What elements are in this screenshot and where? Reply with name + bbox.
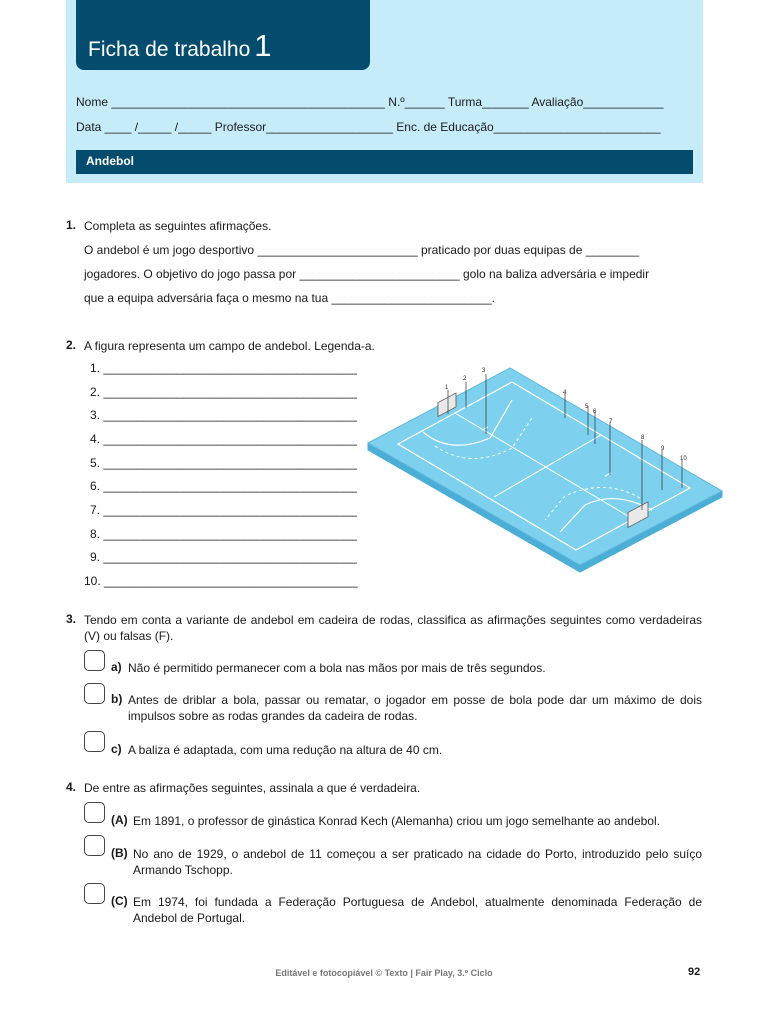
figure-label: 1 (445, 385, 449, 391)
option-label: (C) (111, 894, 128, 908)
legend-line[interactable]: 4. ______________________________________ (90, 432, 357, 446)
answer-checkbox[interactable] (84, 650, 105, 671)
q2-prompt: A figura representa um campo de andebol. Legenda-a. (84, 339, 375, 353)
q2-number: 2. (66, 338, 77, 352)
answer-checkbox[interactable] (84, 683, 105, 704)
figure-label: 6 (593, 409, 597, 415)
figure-label: 9 (661, 446, 665, 452)
option-label: (A) (111, 813, 128, 827)
figure-label: 4 (563, 390, 567, 396)
section-title: Andebol (76, 150, 693, 174)
figure-label: 5 (585, 404, 589, 410)
option-text: Em 1974, foi fundada a Federação Portuguesa de Andebol, atualmente denominada Federação de Andebol de Portugal. (133, 895, 702, 925)
form-row-name[interactable]: Nome _________________________________________ N.º______ Turma_______ Avaliação____________ (76, 95, 664, 109)
answer-checkbox[interactable] (84, 802, 105, 823)
legend-line[interactable]: 5. ______________________________________ (90, 456, 357, 470)
figure-label: 3 (482, 368, 486, 374)
worksheet-number: 1 (254, 28, 272, 63)
legend-line[interactable]: 7. ______________________________________ (90, 503, 357, 517)
option-text: No ano de 1929, o andebol de 11 começou a ser praticado na cidade do Porto, introduzido pelo suíço Armando Tschopp. (133, 847, 702, 877)
option-label: b) (111, 692, 123, 706)
option-text: Não é permitido permanecer com a bola nas mãos por mais de três segundos. (128, 661, 546, 675)
option-label: (B) (111, 846, 128, 860)
page-footer: Editável e fotocopiável © Texto | Fair Play, 3.º Ciclo (275, 968, 493, 978)
q3-prompt: Tendo em conta a variante de andebol em cadeira de rodas, classifica as afirmações seguintes como verdadeiras (V) ou falsas (F). (84, 613, 702, 643)
legend-line[interactable]: 8. ______________________________________ (90, 527, 357, 541)
q4-prompt: De entre as afirmações seguintes, assinala a que é verdadeira. (84, 781, 421, 795)
q1-prompt: Completa as seguintes afirmações. (84, 219, 272, 233)
q1-line-1[interactable]: O andebol é um jogo desportivo ________________________ praticado por duas equipas de ________ (84, 243, 640, 257)
legend-line[interactable]: 6. ______________________________________ (90, 479, 357, 493)
option-text: Antes de driblar a bola, passar ou rematar, o jogador em posse de bola pode dar um máximo de dois impulsos sobre as rodas grandes da cadeira de rodas. (128, 693, 702, 723)
figure-label: 2 (463, 376, 467, 382)
answer-checkbox[interactable] (84, 883, 105, 904)
legend-line[interactable]: 2. ______________________________________ (90, 385, 357, 399)
option-label: c) (111, 742, 122, 756)
answer-checkbox[interactable] (84, 731, 105, 752)
answer-checkbox[interactable] (84, 835, 105, 856)
q1-line-2[interactable]: jogadores. O objetivo do jogo passa por ________________________ golo na baliza adversária e impedir (84, 267, 650, 281)
option-text: A baliza é adaptada, com uma redução na altura de 40 cm. (128, 743, 443, 757)
figure-label: 8 (641, 435, 645, 441)
page-number: 92 (688, 966, 701, 978)
form-row-date[interactable]: Data ____ /_____ /_____ Professor___________________ Enc. de Educação_________________________ (76, 120, 661, 134)
worksheet-title: Ficha de trabalho 1 (88, 28, 272, 63)
q1-number: 1. (66, 218, 77, 232)
figure-label: 7 (609, 419, 613, 425)
legend-line[interactable]: 10. ______________________________________ (84, 574, 358, 588)
handball-court-figure (360, 360, 730, 575)
legend-line[interactable]: 9. ______________________________________ (90, 550, 357, 564)
legend-line[interactable]: 3. ______________________________________ (90, 408, 357, 422)
figure-label: 10 (680, 456, 687, 462)
option-text: Em 1891, o professor de ginástica Konrad Kech (Alemanha) criou um jogo semelhante ao andebol. (133, 814, 660, 828)
q1-line-3[interactable]: que a equipa adversária faça o mesmo na tua ________________________. (84, 291, 495, 305)
q4-number: 4. (66, 780, 77, 794)
legend-line[interactable]: 1. ______________________________________ (90, 361, 357, 375)
q3-number: 3. (66, 612, 77, 626)
option-label: a) (111, 660, 122, 674)
